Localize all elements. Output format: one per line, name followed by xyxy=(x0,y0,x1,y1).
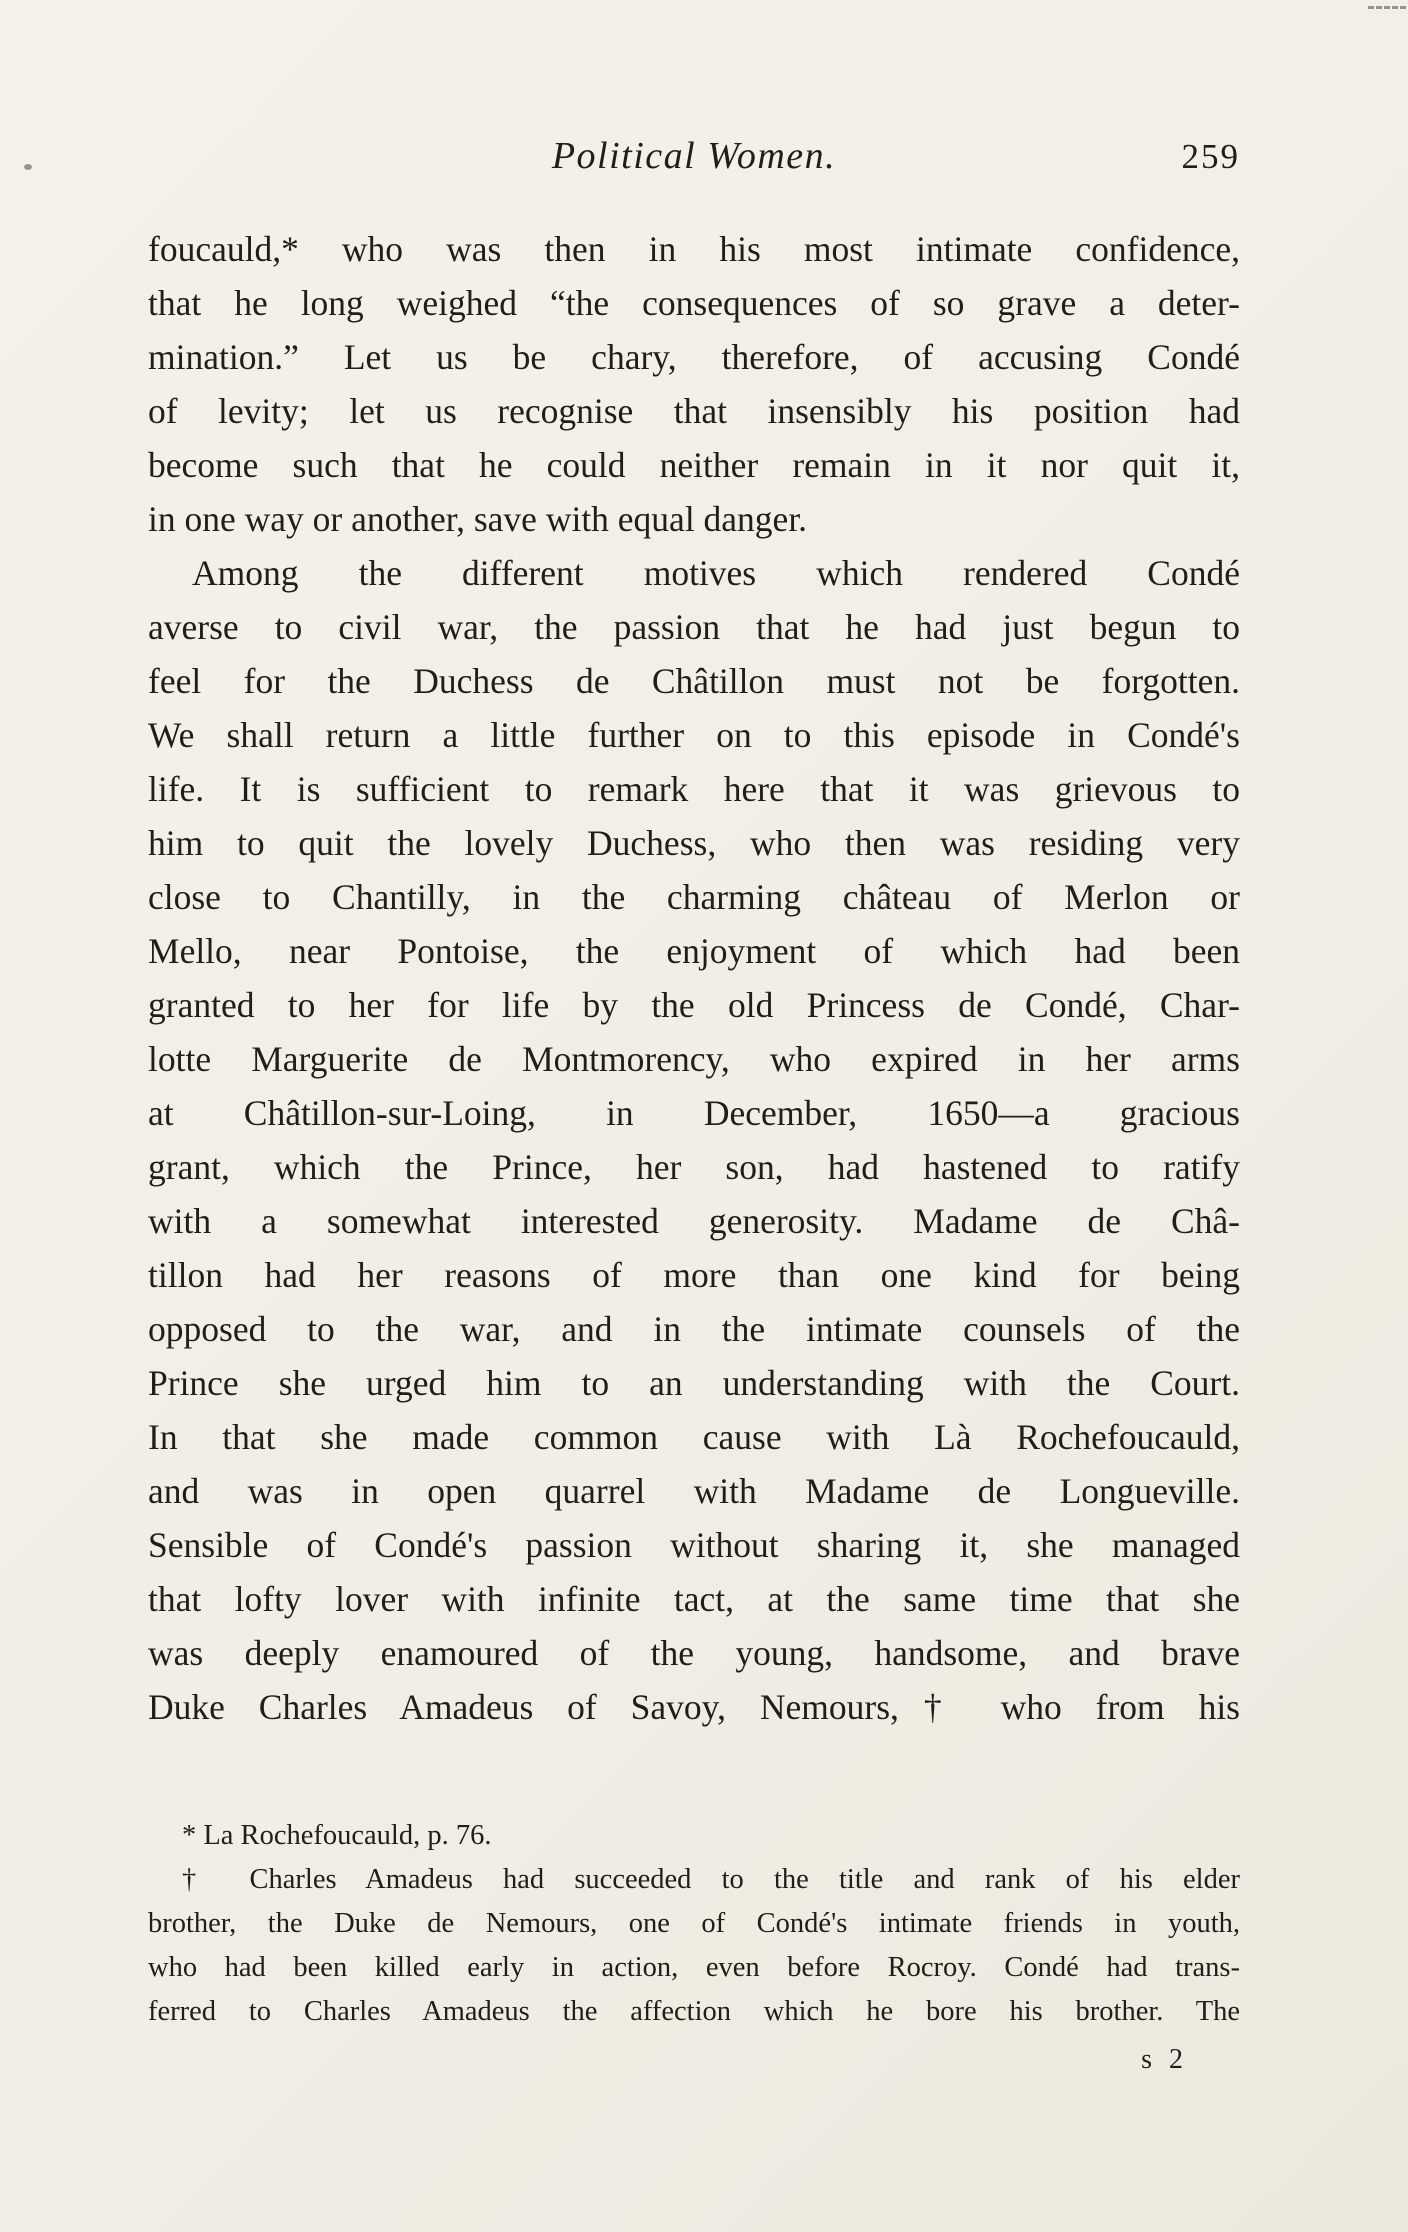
page-header xyxy=(148,134,1240,186)
text-line: We shall return a little further on to this episode in Condé's xyxy=(148,715,1240,755)
footnotes xyxy=(148,1814,1240,2034)
scan-artifact-speck xyxy=(24,164,32,170)
footnote-line: * La Rochefoucauld, p. 76. xyxy=(182,1820,492,1851)
text-line: opposed to the war, and in the intimate counsels of the xyxy=(148,1309,1240,1349)
text-line: close to Chantilly, in the charming château of Merlon or xyxy=(148,877,1240,917)
text-line: Sensible of Condé's passion without sharing it, she managed xyxy=(148,1525,1240,1565)
text-line: In that she made common cause with Là Rochefoucauld, xyxy=(148,1417,1240,1457)
text-line: in one way or another, save with equal danger. xyxy=(148,499,808,539)
text-line: life. It is sufficient to remark here that it was grievous to xyxy=(148,769,1240,809)
text-line: Mello, near Pontoise, the enjoyment of which had been xyxy=(148,931,1240,971)
text-line: Among the different motives which rendered Condé xyxy=(192,553,1240,593)
text-line: Prince she urged him to an understanding with the Court. xyxy=(148,1363,1240,1403)
text-line: Duke Charles Amadeus of Savoy, Nemours,† who from his xyxy=(148,1687,1240,1727)
text-line: tillon had her reasons of more than one kind for being xyxy=(148,1255,1240,1295)
text-line: of levity; let us recognise that insensibly his position had xyxy=(148,391,1240,431)
text-line: and was in open quarrel with Madame de Longueville. xyxy=(148,1471,1240,1511)
printers-signature: s 2 xyxy=(1141,2044,1188,2075)
text-line: at Châtillon-sur-Loing, in December, 1650—a gracious xyxy=(148,1093,1240,1133)
text-line: lotte Marguerite de Montmorency, who expired in her arms xyxy=(148,1039,1240,1079)
page-number: 259 xyxy=(1181,137,1240,176)
text-line: that he long weighed “the consequences of so grave a deter- xyxy=(148,283,1240,323)
text-line: mination.” Let us be chary, therefore, of accusing Condé xyxy=(148,337,1240,377)
text-line: granted to her for life by the old Princess de Condé, Char- xyxy=(148,985,1240,1025)
text-line: feel for the Duchess de Châtillon must not be forgotten. xyxy=(148,661,1240,701)
footnote-line: who had been killed early in action, even before Rocroy. Condé had trans- xyxy=(148,1952,1240,1983)
footnote-line: † Charles Amadeus had succeeded to the title and rank of his elder xyxy=(182,1864,1240,1895)
footnote-line: brother, the Duke de Nemours, one of Condé's intimate friends in youth, xyxy=(148,1908,1240,1939)
text-line: averse to civil war, the passion that he had just begun to xyxy=(148,607,1240,647)
text-line: foucauld,* who was then in his most intimate confidence, xyxy=(148,229,1240,269)
scan-artifact-corner xyxy=(1368,6,1406,9)
text-line: with a somewhat interested generosity. Madame de Châ- xyxy=(148,1201,1240,1241)
text-line: become such that he could neither remain in it nor quit it, xyxy=(148,445,1240,485)
text-line: grant, which the Prince, her son, had hastened to ratify xyxy=(148,1147,1240,1187)
text-line: him to quit the lovely Duchess, who then was residing very xyxy=(148,823,1240,863)
footnote-line: ferred to Charles Amadeus the affection which he bore his brother. The xyxy=(148,1996,1240,2027)
body-text xyxy=(148,222,1240,1734)
text-line: that lofty lover with infinite tact, at the same time that she xyxy=(148,1579,1240,1619)
text-line: was deeply enamoured of the young, handsome, and brave xyxy=(148,1633,1240,1673)
running-title: Political Women. xyxy=(551,135,837,177)
